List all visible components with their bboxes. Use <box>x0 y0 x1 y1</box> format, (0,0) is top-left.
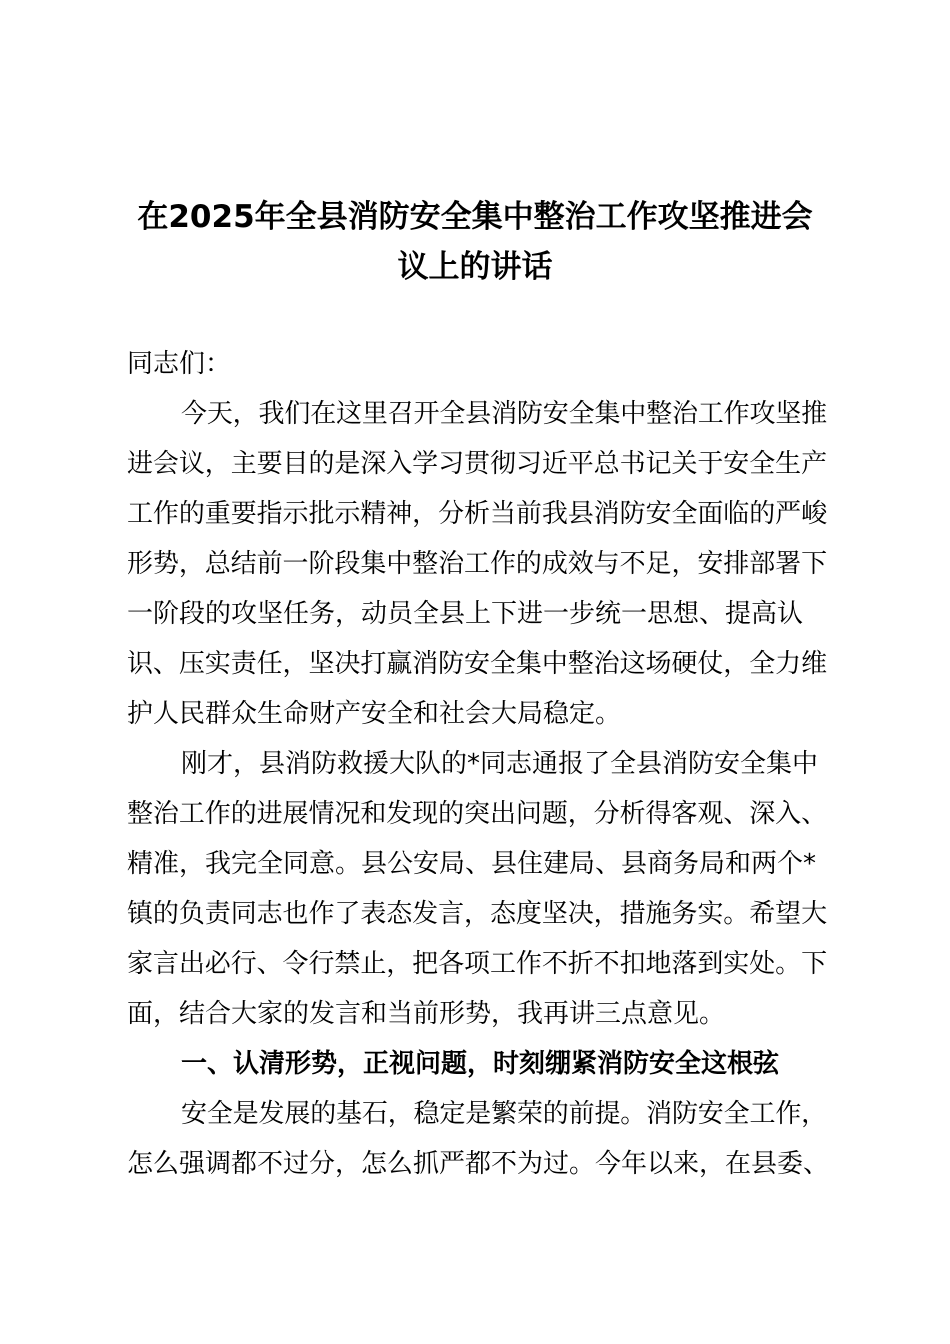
document-body <box>127 339 830 1189</box>
text-line: 护人民群众生命财产安全和社会大局稳定。 <box>127 699 622 729</box>
paragraph-review <box>127 739 827 1039</box>
section-heading: 一、认清形势，正视问题，时刻绷紧消防安全这根弦 <box>181 1049 780 1079</box>
text-line: 工作的重要指示批示精神，分析当前我县消防安全面临的严峻 <box>127 499 828 529</box>
text-line: 形势，总结前一阶段集中整治工作的成效与不足，安排部署下 <box>127 549 828 579</box>
text-line: 安全是发展的基石，稳定是繁荣的前提。消防安全工作， <box>181 1099 828 1129</box>
text-line: 家言出必行、令行禁止，把各项工作不折不扣地落到实处。下 <box>127 949 828 979</box>
text-line: 刚才，县消防救援大队的*同志通报了全县消防安全集中 <box>181 749 819 779</box>
paragraph-intro <box>127 389 827 739</box>
text-line: 面，结合大家的发言和当前形势，我再讲三点意见。 <box>127 999 726 1029</box>
title-line: 议上的讲话 <box>397 249 553 285</box>
text-line: 识、压实责任，坚决打赢消防安全集中整治这场硬仗，全力维 <box>127 649 828 679</box>
text-line: 进会议，主要目的是深入学习贯彻习近平总书记关于安全生产 <box>127 449 828 479</box>
salutation: 同志们： <box>127 349 232 379</box>
paragraph-section-1 <box>127 1089 830 1189</box>
text-line: 镇的负责同志也作了表态发言，态度坚决，措施务实。希望大 <box>127 899 828 929</box>
title-line: 在2025年全县消防安全集中整治工作攻坚推进会 <box>137 199 813 235</box>
text-line: 整治工作的进展情况和发现的突出问题，分析得客观、深入、 <box>127 799 828 829</box>
text-line: 怎么强调都不过分，怎么抓严都不为过。今年以来，在县委、 <box>127 1149 830 1179</box>
document-title <box>0 192 950 292</box>
text-line: 一阶段的攻坚任务，动员全县上下进一步统一思想、提高认 <box>127 599 804 629</box>
text-line: 精准，我完全同意。县公安局、县住建局、县商务局和两个* <box>127 849 817 879</box>
text-line: 今天，我们在这里召开全县消防安全集中整治工作攻坚推 <box>181 399 828 429</box>
